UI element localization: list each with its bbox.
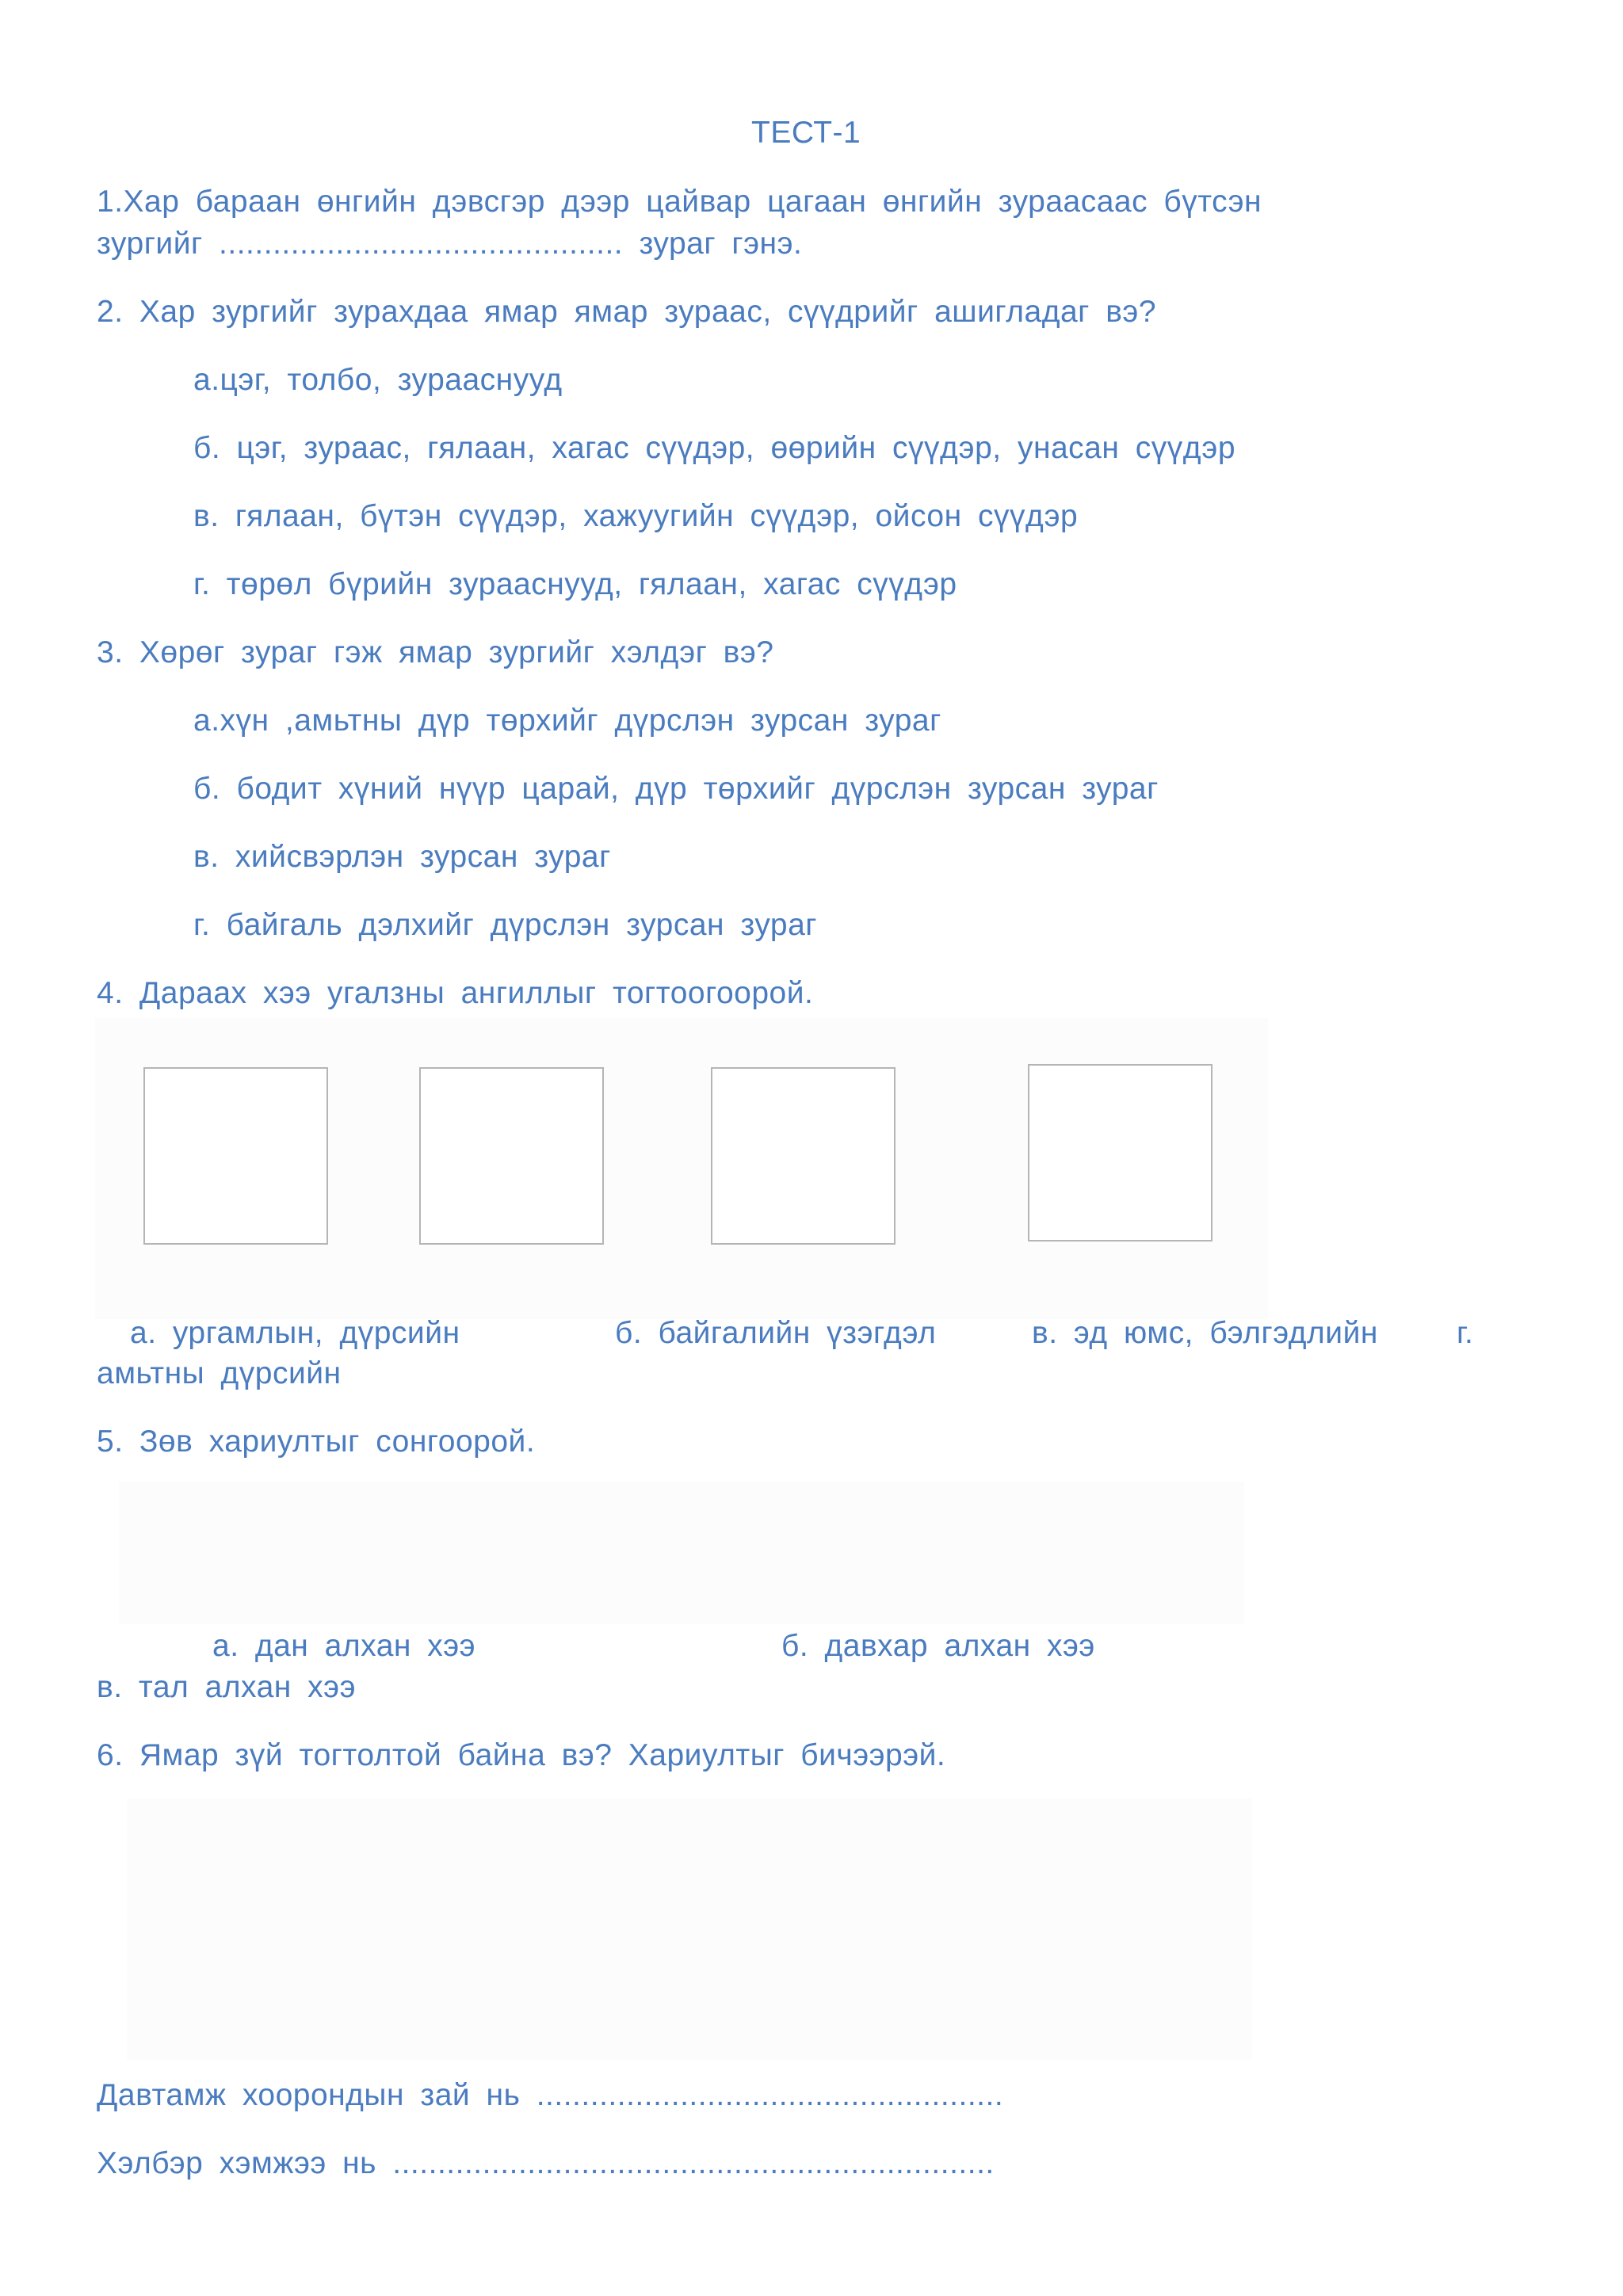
q1-line1: 1.Хар бараан өнгийн дэвсгэр дээр цайвар цагаан өнгийн зураасаас бүтсэн [97, 185, 1262, 219]
q5-option-c: в. тал алхан хээ [97, 1670, 356, 1704]
q6-field-size: Хэлбэр хэмжээ нь ................................................................... [97, 2146, 995, 2180]
q5-option-b: б. давхар алхан хээ [781, 1629, 1095, 1663]
pattern-box-3 [711, 1067, 896, 1245]
q2-option-d: г. төрөл бүрийн зурааснууд, гялаан, хагас сүүдэр [193, 567, 957, 601]
q4-option-b: б. байгалийн үзэгдэл [615, 1316, 937, 1350]
page-title: ТЕСТ-1 [751, 116, 861, 150]
q5-images-area [119, 1482, 1244, 1624]
pattern-box-1 [143, 1067, 328, 1245]
q3-option-c: в. хийсвэрлэн зурсан зураг [193, 840, 611, 874]
pattern-box-2 [419, 1067, 604, 1245]
q2-option-a: а.цэг, толбо, зурааснууд [193, 363, 563, 397]
q4-option-c: в. эд юмс, бэлгэдлийн [1032, 1316, 1378, 1350]
q6-images-area [127, 1798, 1252, 2060]
q4-option-d-marker: г. [1457, 1316, 1474, 1350]
q4-question: 4. Дараах хээ угалзны ангиллыг тогтоогоорой. [97, 976, 814, 1010]
q3-option-d: г. байгаль дэлхийг дүрслэн зурсан зураг [193, 908, 817, 942]
q3-option-b: б. бодит хүний нүүр царай, дүр төрхийг дүрслэн зурсан зураг [193, 772, 1159, 806]
q4-option-a: а. ургамлын, дүрсийн [130, 1316, 460, 1350]
q5-option-a: а. дан алхан хээ [212, 1629, 476, 1663]
q3-question: 3. Хөрөг зураг гэж ямар зургийг хэлдэг вэ? [97, 635, 774, 669]
q5-question: 5. Зөв хариултыг сонгоорой. [97, 1425, 536, 1459]
q6-field-spacing: Давтамж хоорондын зай нь .................................................... [97, 2078, 1004, 2112]
q6-question: 6. Ямар зүй тогтолтой байна вэ? Хариултыг бичээрэй. [97, 1738, 946, 1772]
q3-option-a: а.хүн ,амьтны дүр төрхийг дүрслэн зурсан зураг [193, 704, 941, 738]
q2-question: 2. Хар зургийг зурахдаа ямар ямар зураас, сүүдрийг ашигладаг вэ? [97, 295, 1157, 329]
q4-option-d-text: амьтны дүрсийн [97, 1356, 342, 1390]
q2-option-b: б. цэг, зураас, гялаан, хагас сүүдэр, өөрийн сүүдэр, унасан сүүдэр [193, 431, 1236, 465]
q2-option-c: в. гялаан, бүтэн сүүдэр, хажуугийн сүүдэр, ойсон сүүдэр [193, 499, 1079, 533]
q1-line2: зургийг ............................................. зураг гэнэ. [97, 227, 803, 261]
pattern-box-4 [1028, 1064, 1212, 1241]
